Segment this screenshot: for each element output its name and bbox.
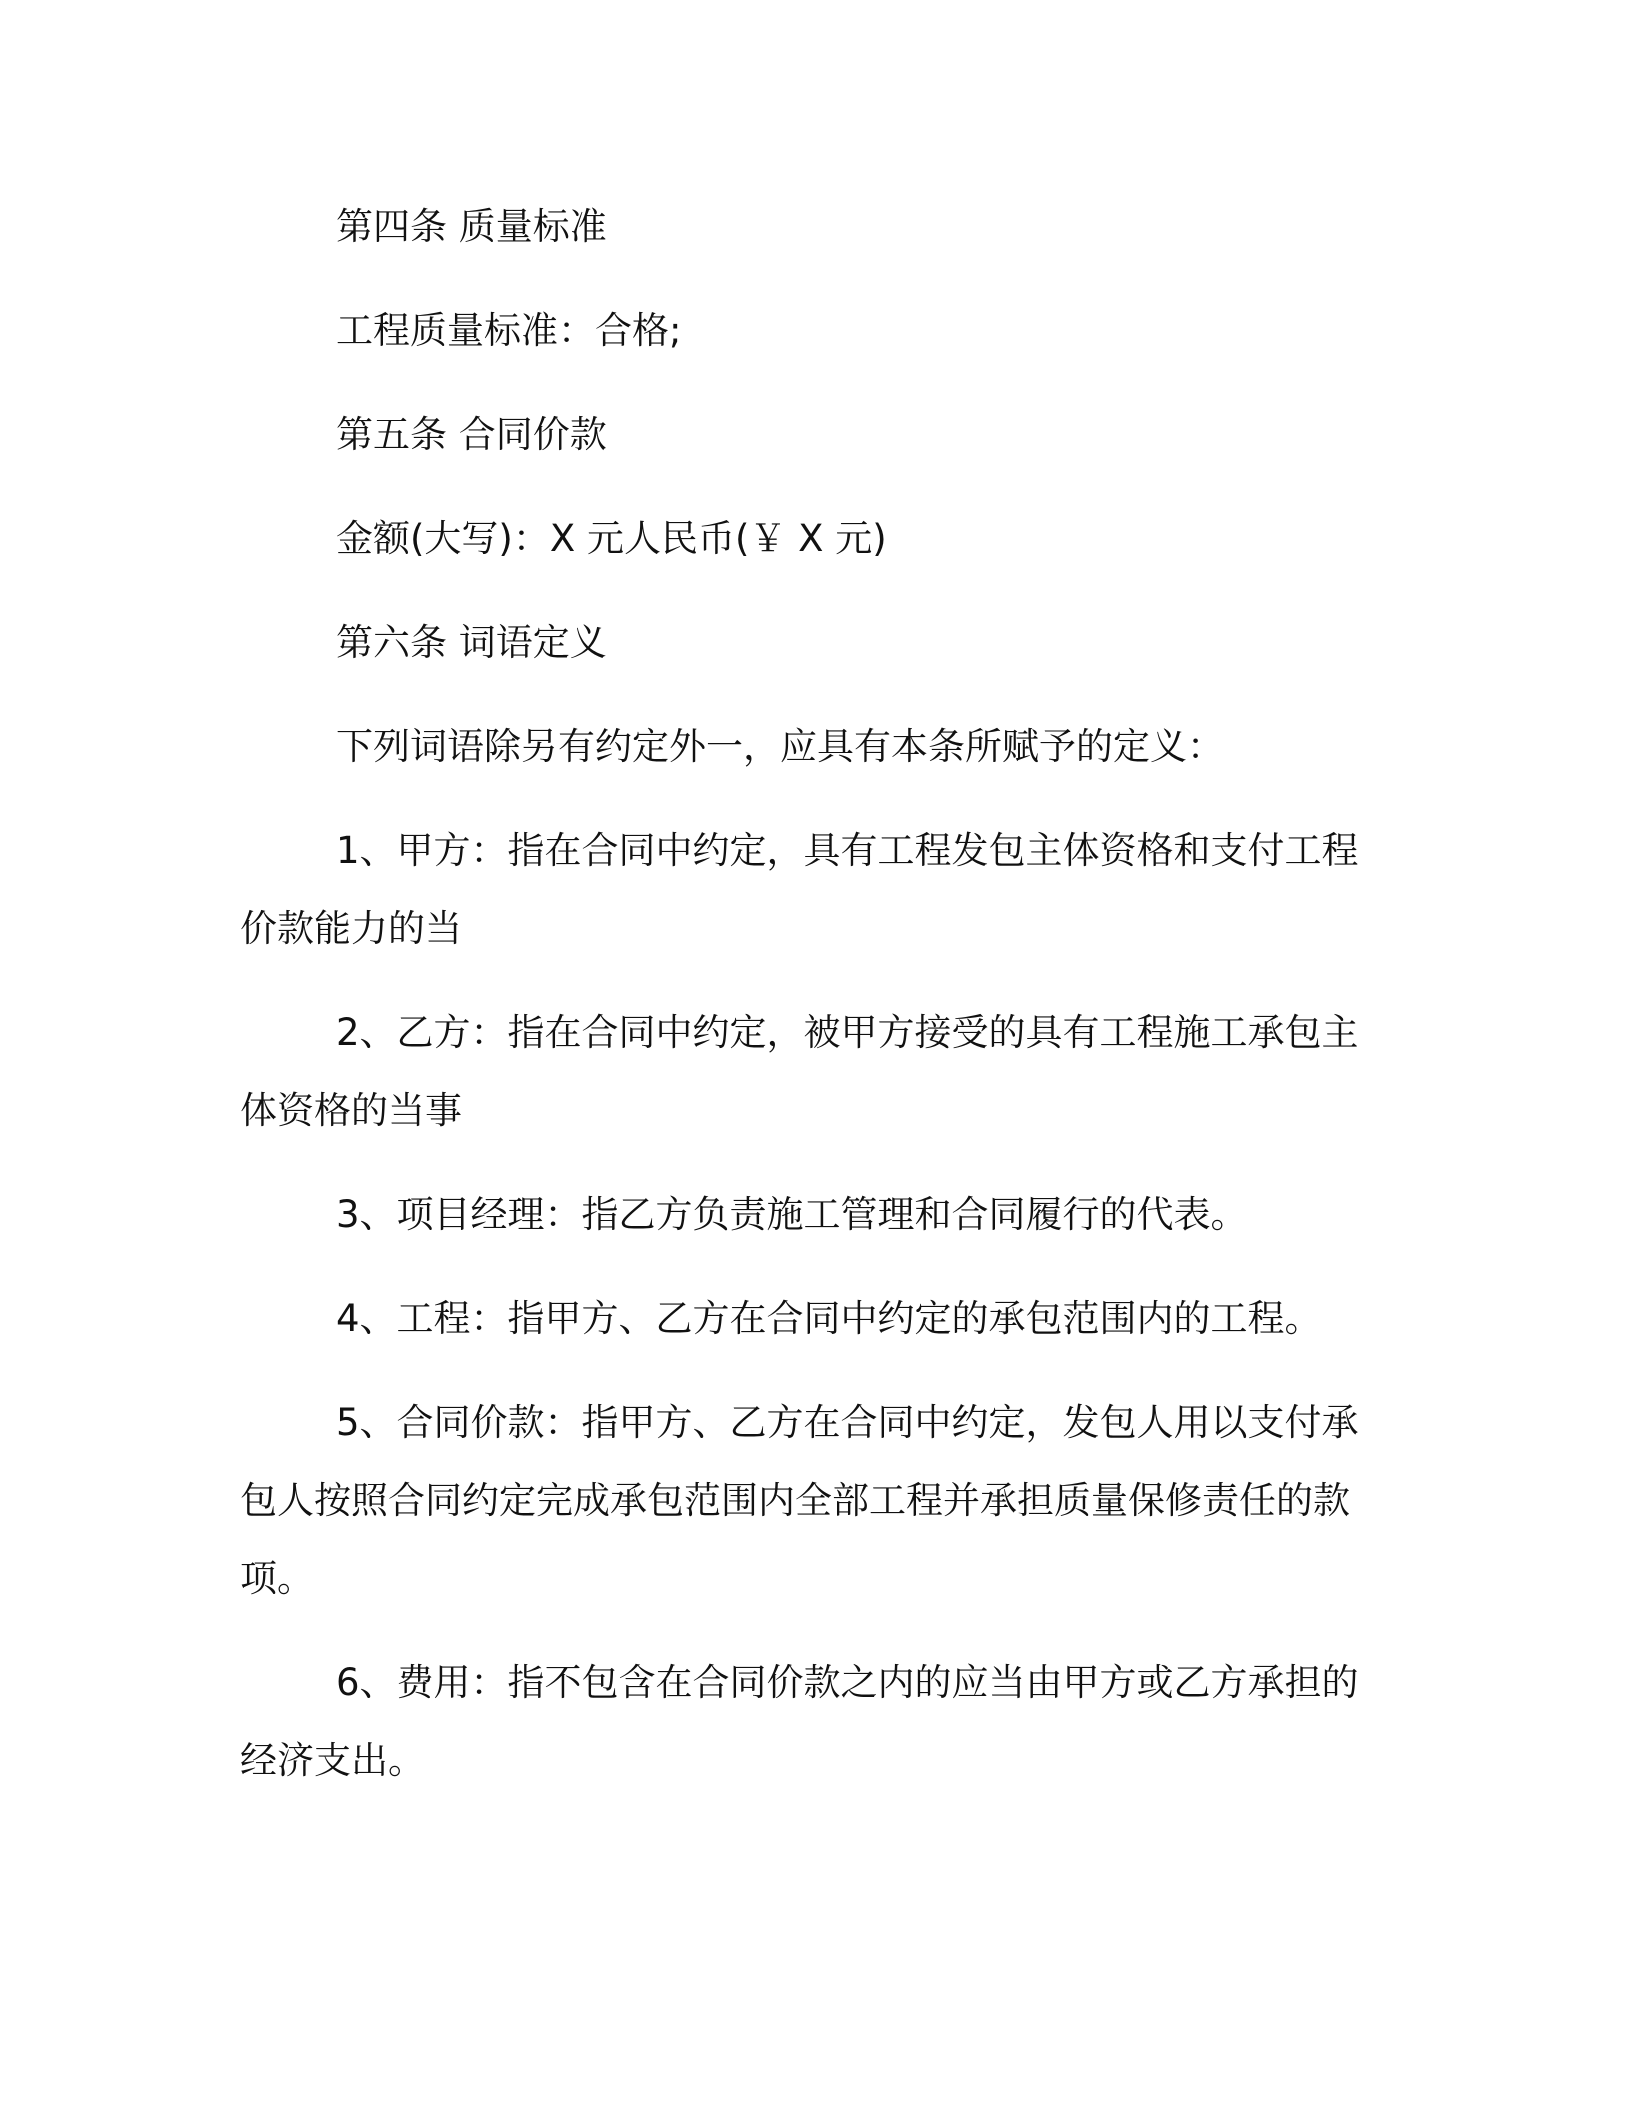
- definition-item: 3、项目经理：指乙方负责施工管理和合同履行的代表。: [336, 1193, 1248, 1236]
- definition-item: 4、工程：指甲方、乙方在合同中约定的承包范围内的工程。: [336, 1297, 1322, 1340]
- article-5-title: 第五条 合同价款: [336, 413, 607, 456]
- article-6-title: 第六条 词语定义: [336, 621, 607, 664]
- definition-item: 6、费用：指不包含在合同价款之内的应当由甲方或乙方承担的经济支出。: [240, 1661, 1359, 1782]
- quality-standard-text: 工程质量标准：合格;: [336, 309, 682, 352]
- definition-item: 5、合同价款：指甲方、乙方在合同中约定，发包人用以支付承包人按照合同约定完成承包范围内全部工程并承担质量保修责任的款项。: [240, 1401, 1359, 1600]
- article-4-title: 第四条 质量标准: [336, 205, 607, 248]
- definition-item: 2、乙方：指在合同中约定，被甲方接受的具有工程施工承包主体资格的当事: [240, 1011, 1359, 1132]
- contract-amount-text: 金额(大写)：X 元人民币(￥ X 元): [336, 517, 887, 560]
- document-body: [240, 188, 1360, 1826]
- definitions-intro: 下列词语除另有约定外一，应具有本条所赋予的定义：: [336, 725, 1224, 768]
- definition-item: 1、甲方：指在合同中约定，具有工程发包主体资格和支付工程价款能力的当: [240, 829, 1359, 950]
